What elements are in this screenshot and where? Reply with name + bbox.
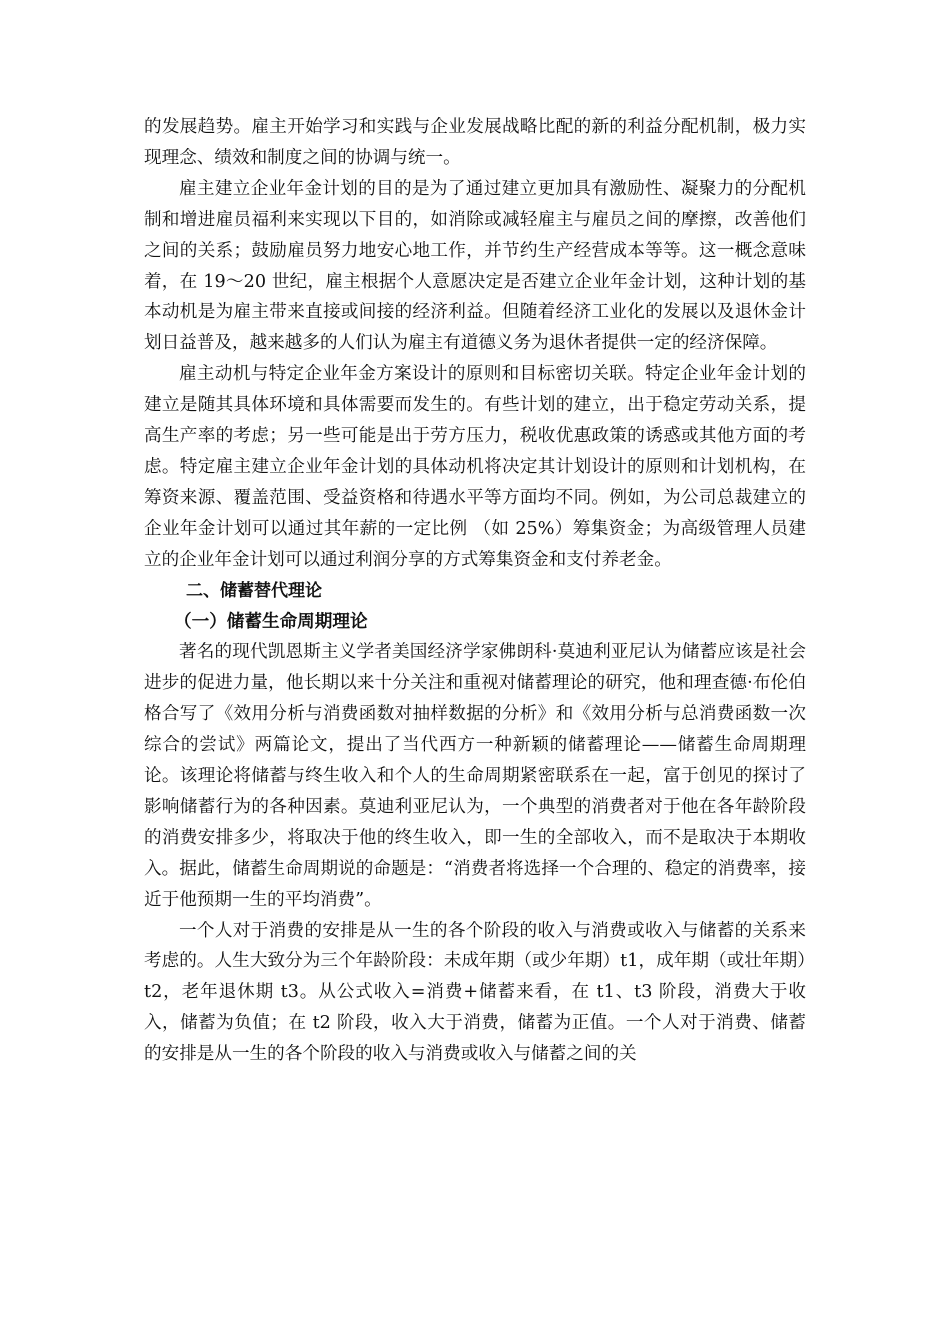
section-heading: 二、储蓄替代理论 [186, 580, 322, 601]
paragraph-employer-motivation: 雇主动机与特定企业年金方案设计的原则和目标密切关联。特定企业年金计划的建立是随其具体环境和具体需要而发生的。有些计划的建立，出于稳定劳动关系，提高生产率的考虑；另一些可能是出于劳方压力，税收优惠政策的诱惑或其他方面的考虑。特定雇主建立企业年金计划的具体动机将决定其计划设计的原则和计划机构，在筹资来源、覆盖范围、受益资格和待遇水平等方面均不同。例如，为公司总裁建立的企业年金计划可以通过其年薪的一定比例 （如 25%）筹集资金；为高级管理人员建立的企业年金计划可以通过利润分享的方式筹集资金和支付养老金。 [144, 364, 806, 570]
document-page [144, 112, 806, 1070]
paragraph-life-stages: 一个人对于消费的安排是从一生的各个阶段的收入与消费或收入与储蓄的关系来考虑的。人生大致分为三个年龄阶段：未成年期（或少年期）t1，成年期（或壮年期）t2，老年退休期 t3。从公式收入=消费+储蓄来看，在 t1、t3 阶段，消费大于收入，储蓄为负值；在 t2 阶段，收入大于消费，储蓄为正值。一个人对于消费、储蓄的安排是从一生的各个阶段的收入与消费或收入与储蓄之间的关 [144, 920, 806, 1065]
paragraph-employer-purpose: 雇主建立企业年金计划的目的是为了通过建立更加具有激励性、凝聚力的分配机制和增进雇员福利来实现以下目的，如消除或减轻雇主与雇员之间的摩擦，改善他们之间的关系；鼓励雇员努力地安心地工作，并节约生产经营成本等等。这一概念意味着，在 19～20 世纪，雇主根据个人意愿决定是否建立企业年金计划，这种计划的基本动机是为雇主带来直接或间接的经济利益。但随着经济工业化的发展以及退休金计划日益普及，越来越多的人们认为雇主有道德义务为退休者提供一定的经济保障。 [144, 178, 806, 354]
paragraph-continued: 的发展趋势。雇主开始学习和实践与企业发展战略比配的新的利益分配机制，极力实现理念、绩效和制度之间的协调与统一。 [144, 117, 806, 168]
paragraph-life-cycle-theory: 著名的现代凯恩斯主义学者美国经济学家佛朗科·莫迪利亚尼认为储蓄应该是社会进步的促进力量，他长期以来十分关注和重视对储蓄理论的研究，他和理查德·布伦伯格合写了《效用分析与消费函数对抽样数据的分析》和《效用分析与总消费函数一次综合的尝试》两篇论文，提出了当代西方一种新颖的储蓄理论——储蓄生命周期理论。该理论将储蓄与终生收入和个人的生命周期紧密联系在一起，富于创见的探讨了影响储蓄行为的各种因素。莫迪利亚尼认为，一个典型的消费者对于他在各年龄阶段的消费安排多少，将取决于他的终生收入，即一生的全部收入，而不是取决于本期收入。据此，储蓄生命周期说的命题是：“消费者将选择一个合理的、稳定的消费率，接近于他预期一生的平均消费”。 [144, 642, 806, 910]
subsection-heading: （一）储蓄生命周期理论 [174, 610, 368, 632]
